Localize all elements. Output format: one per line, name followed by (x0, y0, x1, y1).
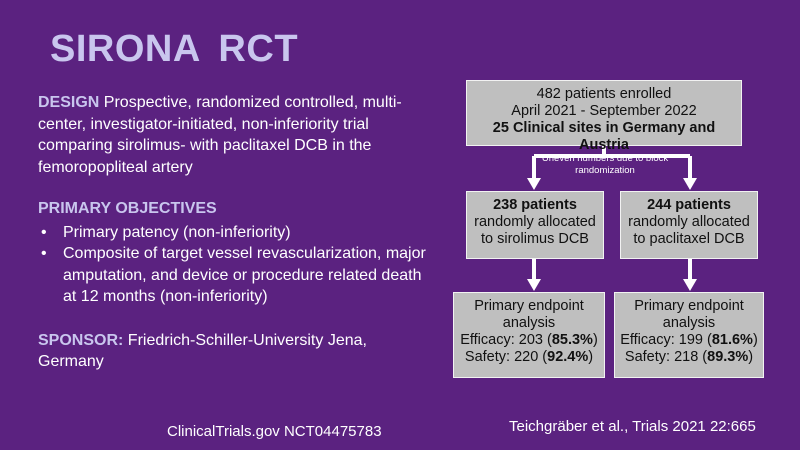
paclitaxel-endpoint-box (614, 292, 764, 378)
sirolimus-endpoint-box (453, 292, 605, 378)
arrowhead-right (683, 178, 697, 190)
arrowhead-left-endpoint (527, 279, 541, 291)
paclitaxel-count: 244 patients (647, 197, 731, 213)
randomization-note: Uneven numbers due to block randomization (541, 153, 669, 176)
paclitaxel-line2: randomly allocated (628, 214, 750, 230)
page-title: SIRONA RCT (50, 28, 299, 70)
safety-percent: 92.4% (547, 349, 589, 365)
clinicaltrials-reference: ClinicalTrials.gov NCT04475783 (167, 423, 382, 440)
paren-close: ) (588, 349, 594, 365)
enrollment-box (466, 80, 742, 153)
objective-item: • Composite of target vessel revascularization, major amputation, and device or procedure related death at 12 months (non-inferiority) (38, 243, 428, 308)
arrowhead-left (527, 178, 541, 190)
paren-close: ) (592, 332, 598, 348)
sponsor-label: SPONSOR: (38, 331, 124, 349)
safety-line (454, 349, 604, 366)
efficacy-line (615, 332, 763, 349)
enrollment-period: April 2021 - September 2022 (511, 103, 697, 119)
sirolimus-count: 238 patients (493, 197, 577, 213)
endpoint-title: Primary endpoint (634, 298, 744, 314)
paclitaxel-line3: to paclitaxel DCB (633, 231, 745, 247)
efficacy-percent: 81.6% (711, 332, 753, 348)
safety-line (615, 349, 763, 366)
design-label: DESIGN (38, 94, 100, 111)
paren-close: ) (748, 349, 754, 365)
endpoint-title: Primary endpoint (474, 298, 584, 314)
objectives-heading: PRIMARY OBJECTIVES (38, 200, 217, 217)
safety-label: Safety: 220 ( (464, 349, 548, 365)
sirolimus-line2: randomly allocated (474, 214, 596, 230)
enrolled-count: 482 patients enrolled (536, 86, 672, 102)
objective-item: • Primary patency (non-inferiority) (38, 222, 428, 244)
safety-percent: 89.3% (707, 349, 749, 365)
sponsor-text: Friedrich-Schiller-University Jena, Germany (38, 331, 367, 370)
efficacy-percent: 85.3% (551, 332, 593, 348)
endpoint-subtitle: analysis (502, 315, 556, 331)
sirolimus-line3: to sirolimus DCB (481, 231, 589, 247)
efficacy-label: Efficacy: 203 ( (460, 332, 552, 348)
efficacy-line (454, 332, 604, 349)
endpoint-subtitle: analysis (662, 315, 716, 331)
design-text: Prospective, randomized controlled, multi-center, investigator-initiated, non-inferiority trial comparing sirolimus- with paclitaxel DCB in the femoropopliteal artery (38, 94, 402, 176)
paclitaxel-arm-box (620, 191, 758, 259)
clinical-sites: 25 Clinical sites in Germany and Austria (492, 120, 716, 153)
sirolimus-arm-box (466, 191, 604, 259)
citation-reference: Teichgräber et al., Trials 2021 22:665 (509, 418, 756, 435)
paren-close: ) (752, 332, 758, 348)
safety-label: Safety: 218 ( (624, 349, 708, 365)
efficacy-label: Efficacy: 199 ( (620, 332, 712, 348)
arrowhead-right-endpoint (683, 279, 697, 291)
